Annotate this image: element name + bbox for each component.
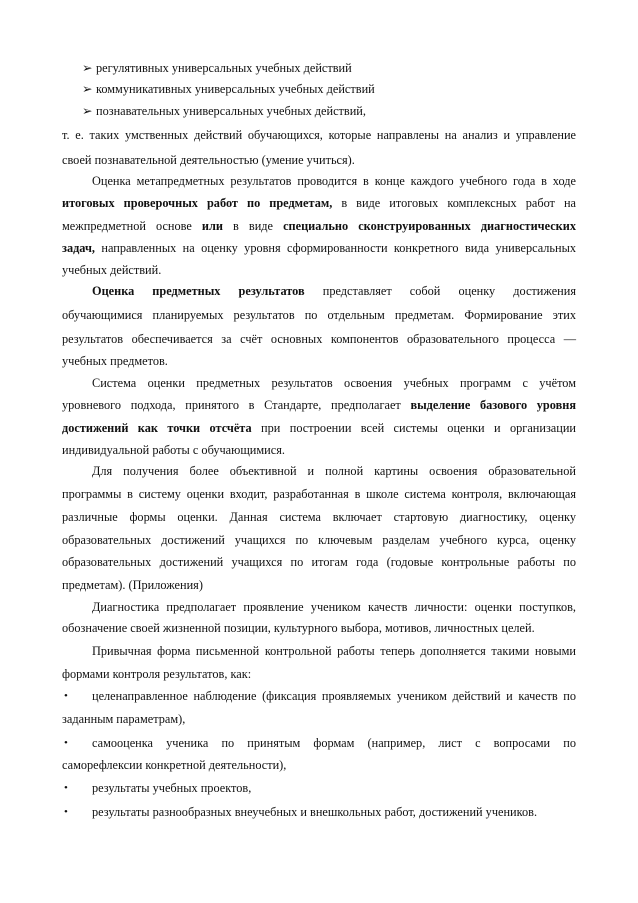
bullet-dot-icon: • [64,690,68,702]
arrow-list-item: познавательных универсальных учебных действий, [96,104,366,118]
text-segment: представляет собой оценку достижения [304,284,576,298]
bold-phrase: задач, [62,241,95,255]
bullet-item-line: результаты учебных проектов, [92,781,252,795]
paragraph-line: обучающимися планируемых результатов по отдельным предметам. Формирование этих [62,308,576,322]
bullet-dot-icon: • [64,737,68,749]
paragraph-line: Диагностика предполагает проявление учеником качеств личности: оценки поступков, [92,600,576,614]
paragraph-line: результатов обеспечивается за счёт основных компонентов образовательного процесса — [62,332,576,346]
bold-phrase: выделение базового уровня [410,398,576,412]
text-segment: направленных на оценку уровня сформированности конкретного вида универсальных [94,241,576,255]
bullet-item-line: заданным параметрам), [62,712,186,726]
paragraph-line: Оценка метапредметных результатов проводится в конце каждого учебного года в ходе [92,174,576,188]
bold-phrase: достижений как точки отсчёта [62,421,252,435]
paragraph-line: образовательных достижений учащихся по ключевым разделам учебного курса, оценку [62,533,576,547]
bullet-item-line: целенаправленное наблюдение (фиксация проявляемых учеником действий и качеств по [92,689,576,703]
paragraph-line [62,195,576,211]
bullet-item-line: саморефлексии конкретной деятельности), [62,758,287,772]
paragraph-line: программы в систему оценки входит, разработанная в школе система контроля, включающая [62,487,576,501]
text-segment: в виде [222,219,284,233]
paragraph-line: т. е. таких умственных действий обучающихся, которые направлены на анализ и управление [62,128,576,142]
paragraph-line: учебных действий. [62,263,162,277]
bullet-dot-icon: • [64,806,68,818]
arrow-bullet-icon: ➢ [82,61,93,75]
paragraph-line: Система оценки предметных результатов освоения учебных программ с учётом [92,376,576,390]
arrow-bullet-icon: ➢ [82,104,93,118]
text-segment: в виде итоговых комплексных работ на [332,196,576,210]
arrow-list-item: коммуникативных универсальных учебных действий [96,82,375,96]
bullet-item-line: результаты разнообразных внеучебных и внешкольных работ, достижений учеников. [92,805,538,819]
paragraph-line [92,283,576,299]
paragraph-line: учебных предметов. [62,354,168,368]
text-segment: при построении всей системы оценки и организации [251,421,577,435]
paragraph-line: обозначение своей жизненной позиции, культурного выбора, мотивов, личностных целей. [62,621,535,635]
bold-phrase: или [201,219,223,233]
paragraph-line [62,397,576,413]
arrow-list-item: регулятивных универсальных учебных действий [96,61,352,75]
paragraph-line: Привычная форма письменной контрольной работы теперь дополняется такими новыми [92,644,576,658]
bold-phrase: специально сконструированных диагностических [283,219,576,233]
bold-phrase: Оценка предметных результатов [92,284,305,298]
paragraph-line: предметам). (Приложения) [62,578,203,592]
paragraph-line: Для получения более объективной и полной картины освоения образовательной [92,464,576,478]
paragraph-line [62,218,576,234]
text-segment: межпредметной основе [62,219,202,233]
paragraph-line: различные формы оценки. Данная система включает стартовую диагностику, оценку [62,510,576,524]
paragraph-line [62,420,576,436]
paragraph-line: индивидуальной работы с обучающимися. [62,443,285,457]
paragraph-line: формами контроля результатов, как: [62,667,252,681]
paragraph-line: образовательных достижений учащихся по итогам года (годовые контрольные работы по [62,555,576,569]
paragraph-line [62,240,576,256]
arrow-bullet-icon: ➢ [82,82,93,96]
bold-phrase: итоговых проверочных работ по предметам, [62,196,333,210]
bullet-dot-icon: • [64,782,68,794]
paragraph-line: своей познавательной деятельностью (умение учиться). [62,153,355,167]
text-segment: уровневого подхода, принятого в Стандарте, предполагает [62,398,411,412]
bullet-item-line: самооценка ученика по принятым формам (например, лист с вопросами по [92,736,576,750]
